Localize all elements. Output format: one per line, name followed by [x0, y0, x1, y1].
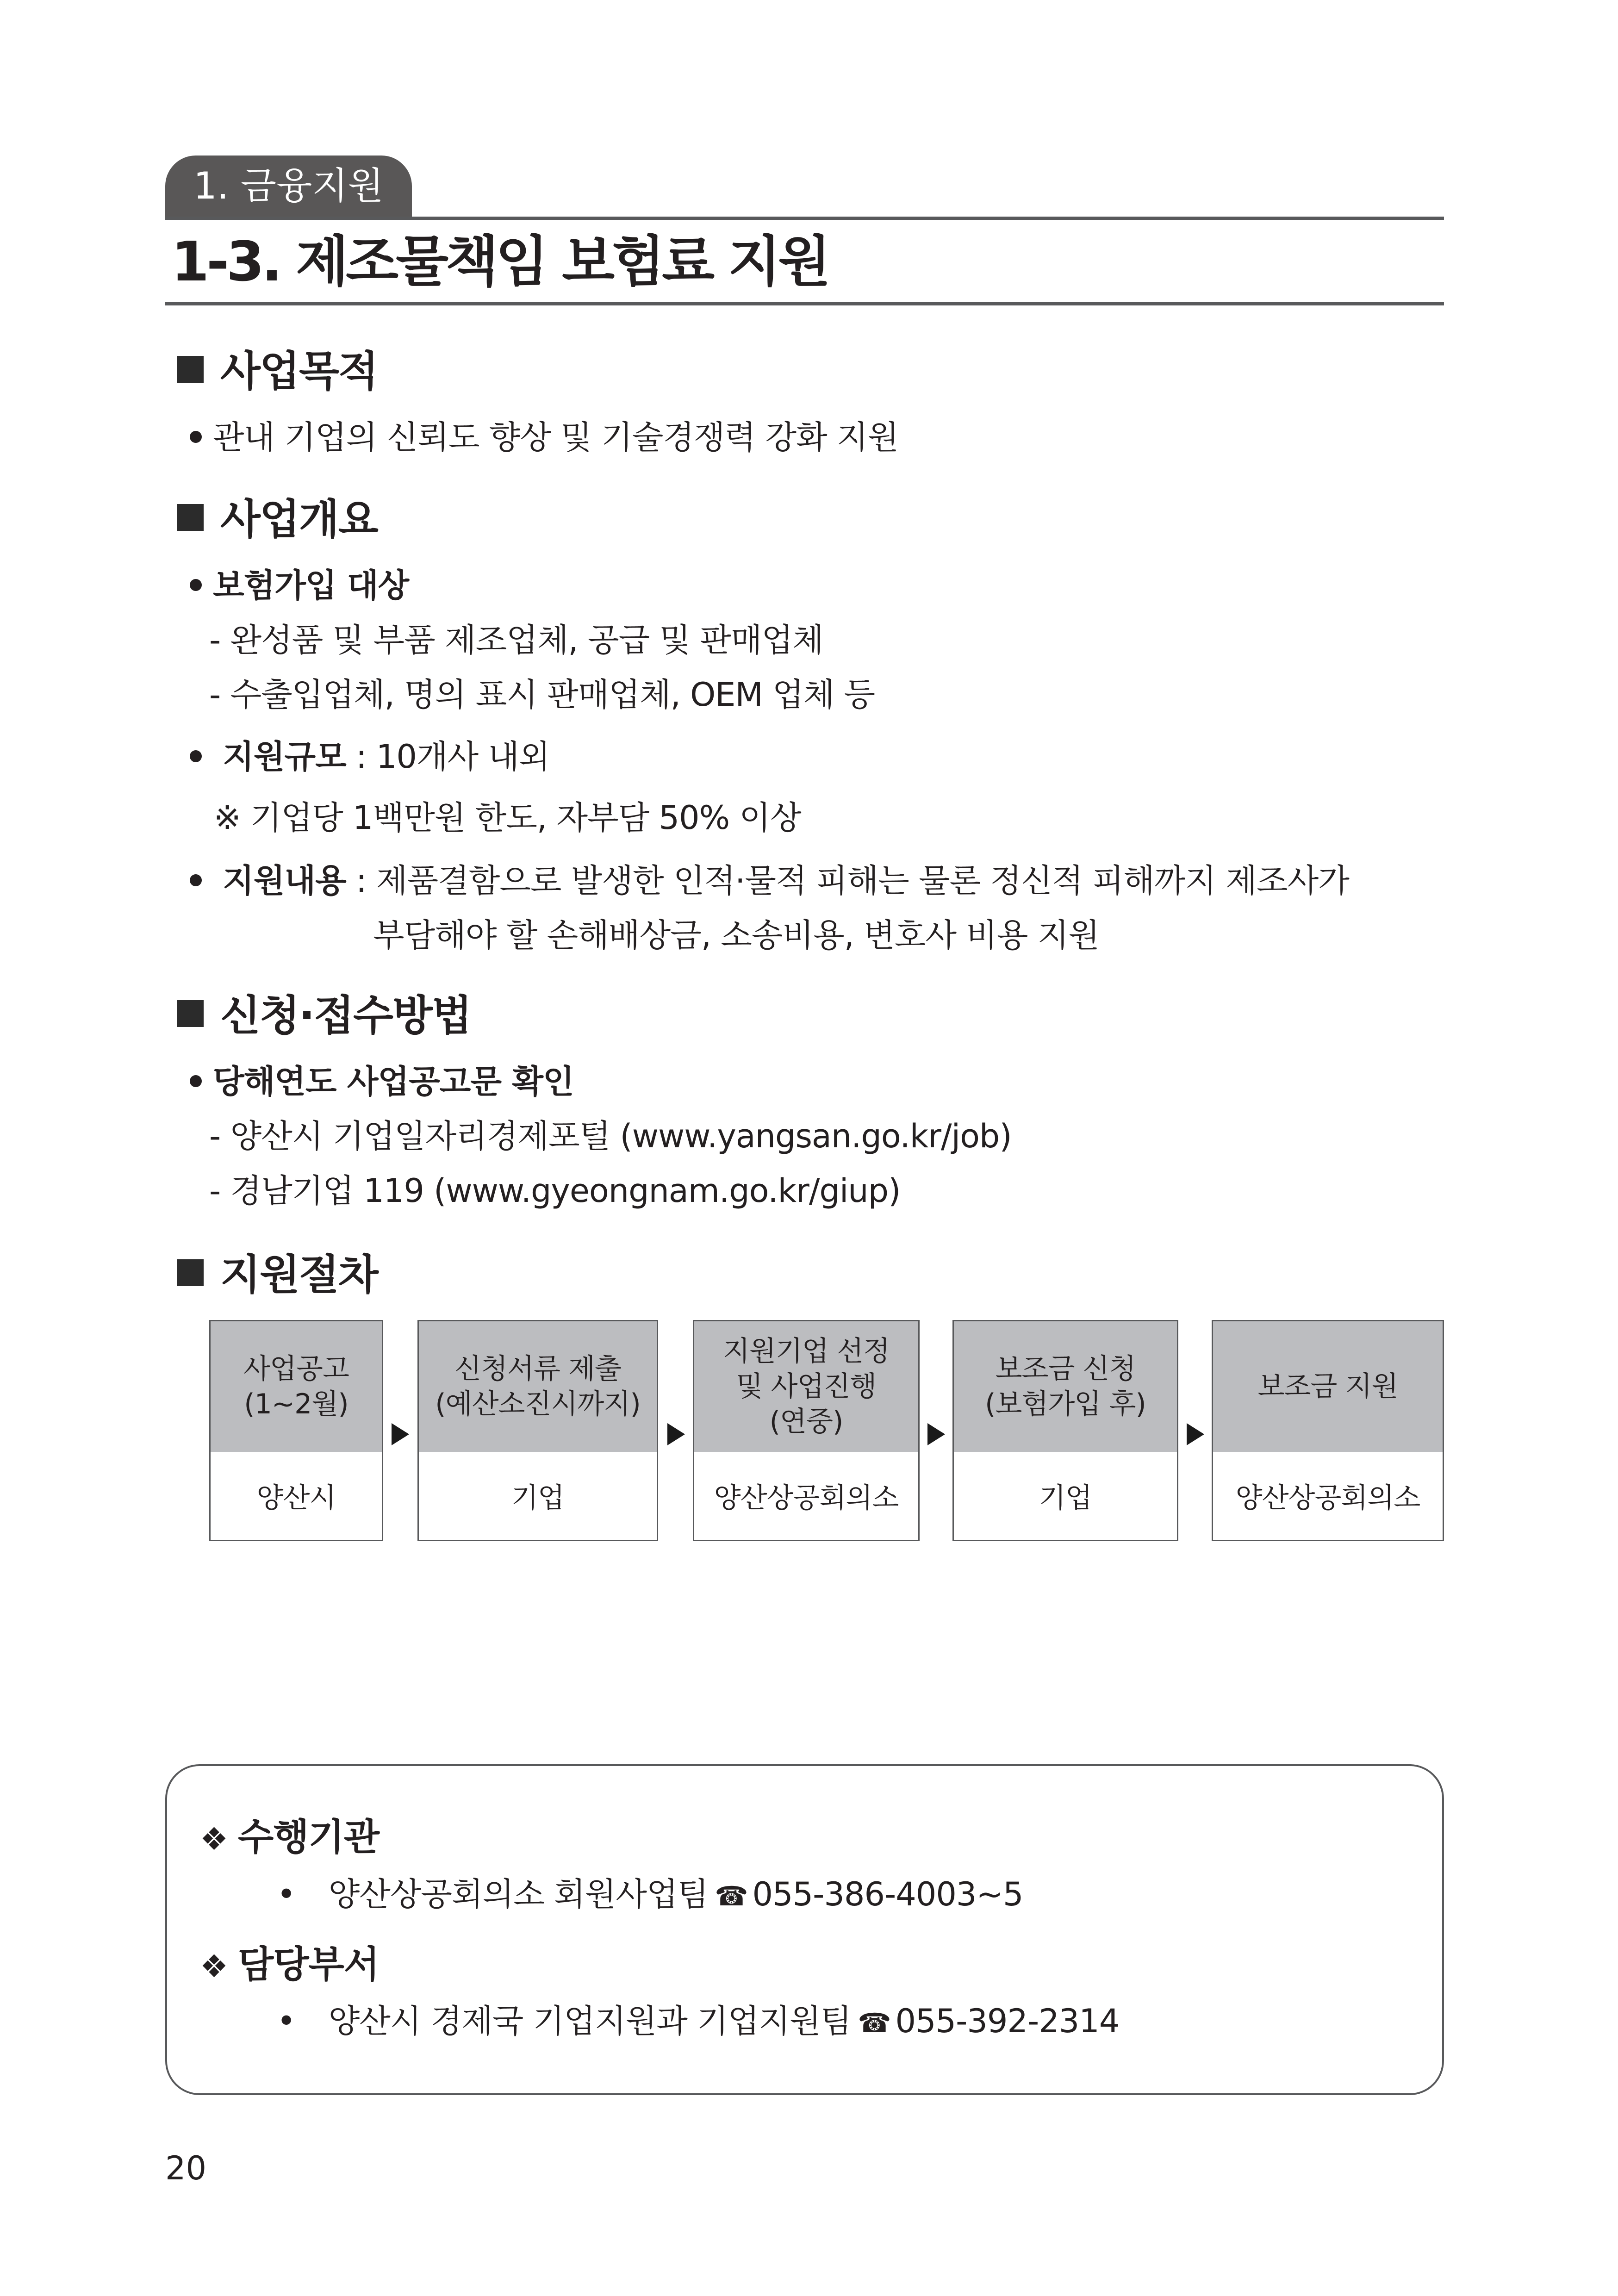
- diamond-icon: ❖: [200, 1948, 228, 1985]
- step-line: 신청서류 제출: [454, 1353, 621, 1385]
- application-bullet-text: 당해연도 사업공고문 확인: [213, 1063, 574, 1101]
- target-label: [190, 565, 409, 606]
- agency-heading-text: 수행기관: [237, 1816, 380, 1859]
- step-line: (보험가입 후): [985, 1388, 1146, 1420]
- flow-step-title: [1213, 1321, 1443, 1452]
- target-item-1: - 완성품 및 부품 제조업체, 공급 및 판매업체: [209, 621, 823, 659]
- arrow-right-icon: [927, 1423, 945, 1445]
- content-text-1: : 제품결함으로 발생한 인적·물적 피해는 물론 정신적 피해까지 제조사가: [346, 862, 1349, 900]
- arrow-right-icon: [392, 1423, 409, 1445]
- flow-step-4: [952, 1320, 1178, 1541]
- dept-phone: 055-392-2314: [895, 2002, 1120, 2040]
- flow-step-1: [209, 1320, 383, 1541]
- content-line-1: [190, 860, 1349, 902]
- section-tab: 1. 금융지원: [165, 156, 412, 217]
- phone-icon: ☎: [715, 1880, 748, 1912]
- dept-name: 양산시 경제국 기업지원과 기업지원팀: [328, 2002, 852, 2040]
- flow-step-actor: 양산상공회의소: [1235, 1482, 1420, 1514]
- application-item-1: - 양산시 기업일자리경제포털 (www.yangsan.go.kr/job): [209, 1117, 1012, 1155]
- flow-step-actor: 기업: [1039, 1482, 1092, 1514]
- square-bullet-icon: [177, 1000, 204, 1027]
- application-item-2: - 경남기업 119 (www.gyeongnam.go.kr/giup): [209, 1172, 901, 1210]
- step-line: 및 사업진행: [736, 1370, 877, 1403]
- heading-text: 사업개요: [220, 495, 378, 544]
- square-bullet-icon: [177, 504, 204, 531]
- flow-step-5: [1212, 1320, 1444, 1541]
- agency-heading: [200, 1814, 379, 1863]
- heading-text: 사업목적: [220, 347, 378, 396]
- arrow-right-icon: [667, 1423, 685, 1445]
- section-heading-overview: [177, 494, 378, 545]
- application-bullet: [190, 1061, 574, 1102]
- heading-text: 신청·접수방법: [220, 991, 471, 1040]
- step-line: (1~2월): [244, 1388, 348, 1420]
- square-bullet-icon: [177, 356, 204, 383]
- step-line: (연중): [769, 1406, 843, 1438]
- purpose-text: 관내 기업의 신뢰도 향상 및 기술경쟁력 강화 지원: [213, 418, 899, 456]
- scale-value: : 10개사 내외: [346, 738, 550, 776]
- heading-text: 지원절차: [220, 1251, 378, 1299]
- flow-step-actor: 기업: [511, 1482, 564, 1514]
- flow-step-title: [954, 1321, 1177, 1452]
- flow-step-actor: 양산상공회의소: [714, 1482, 899, 1514]
- flow-step-title: [694, 1321, 918, 1452]
- agency-phone: 055-386-4003~5: [752, 1875, 1023, 1913]
- scale-label: 지원규모: [223, 738, 346, 776]
- section-heading-procedure: [177, 1250, 378, 1300]
- arrow-right-icon: [1187, 1423, 1204, 1445]
- step-line: (예산소진시까지): [435, 1388, 641, 1420]
- square-bullet-icon: [177, 1259, 204, 1286]
- dept-heading: [200, 1941, 379, 1990]
- agency-name: 양산상공회의소 회원사업팀: [328, 1875, 709, 1913]
- flow-step-2: [417, 1320, 658, 1541]
- dept-heading-text: 담당부서: [237, 1943, 380, 1986]
- section-heading-application: [177, 990, 471, 1041]
- content-label: 지원내용: [223, 862, 346, 900]
- step-line: 지원기업 선정: [723, 1335, 890, 1368]
- flow-step-title: [211, 1321, 382, 1452]
- page-number: 20: [165, 2149, 207, 2187]
- target-label-text: 보험가입 대상: [213, 566, 409, 604]
- step-line: 보조금 신청: [995, 1353, 1136, 1385]
- agency-line: [277, 1873, 1023, 1917]
- diamond-icon: ❖: [200, 1821, 228, 1858]
- section-heading-purpose: [177, 346, 378, 397]
- purpose-bullet: [190, 417, 898, 458]
- page-title: 1-3. 제조물책임 보험료 지원: [171, 230, 828, 293]
- step-line: 보조금 지원: [1257, 1370, 1398, 1403]
- phone-icon: ☎: [858, 2007, 891, 2039]
- title-top-rule: [165, 217, 1444, 220]
- flow-step-title: [419, 1321, 657, 1452]
- target-item-2: - 수출입업체, 명의 표시 판매업체, OEM 업체 등: [209, 676, 875, 714]
- content-line-2: 부담해야 할 손해배상금, 소송비용, 변호사 비용 지원: [373, 916, 1100, 954]
- title-bottom-rule: [165, 302, 1444, 305]
- step-line: 사업공고: [243, 1353, 349, 1385]
- dept-line: [277, 2000, 1119, 2044]
- flow-step-actor: 양산시: [256, 1482, 336, 1514]
- flow-step-3: [693, 1320, 920, 1541]
- scale-line: [190, 736, 550, 778]
- scale-note: ※ 기업당 1백만원 한도, 자부담 50% 이상: [214, 799, 801, 837]
